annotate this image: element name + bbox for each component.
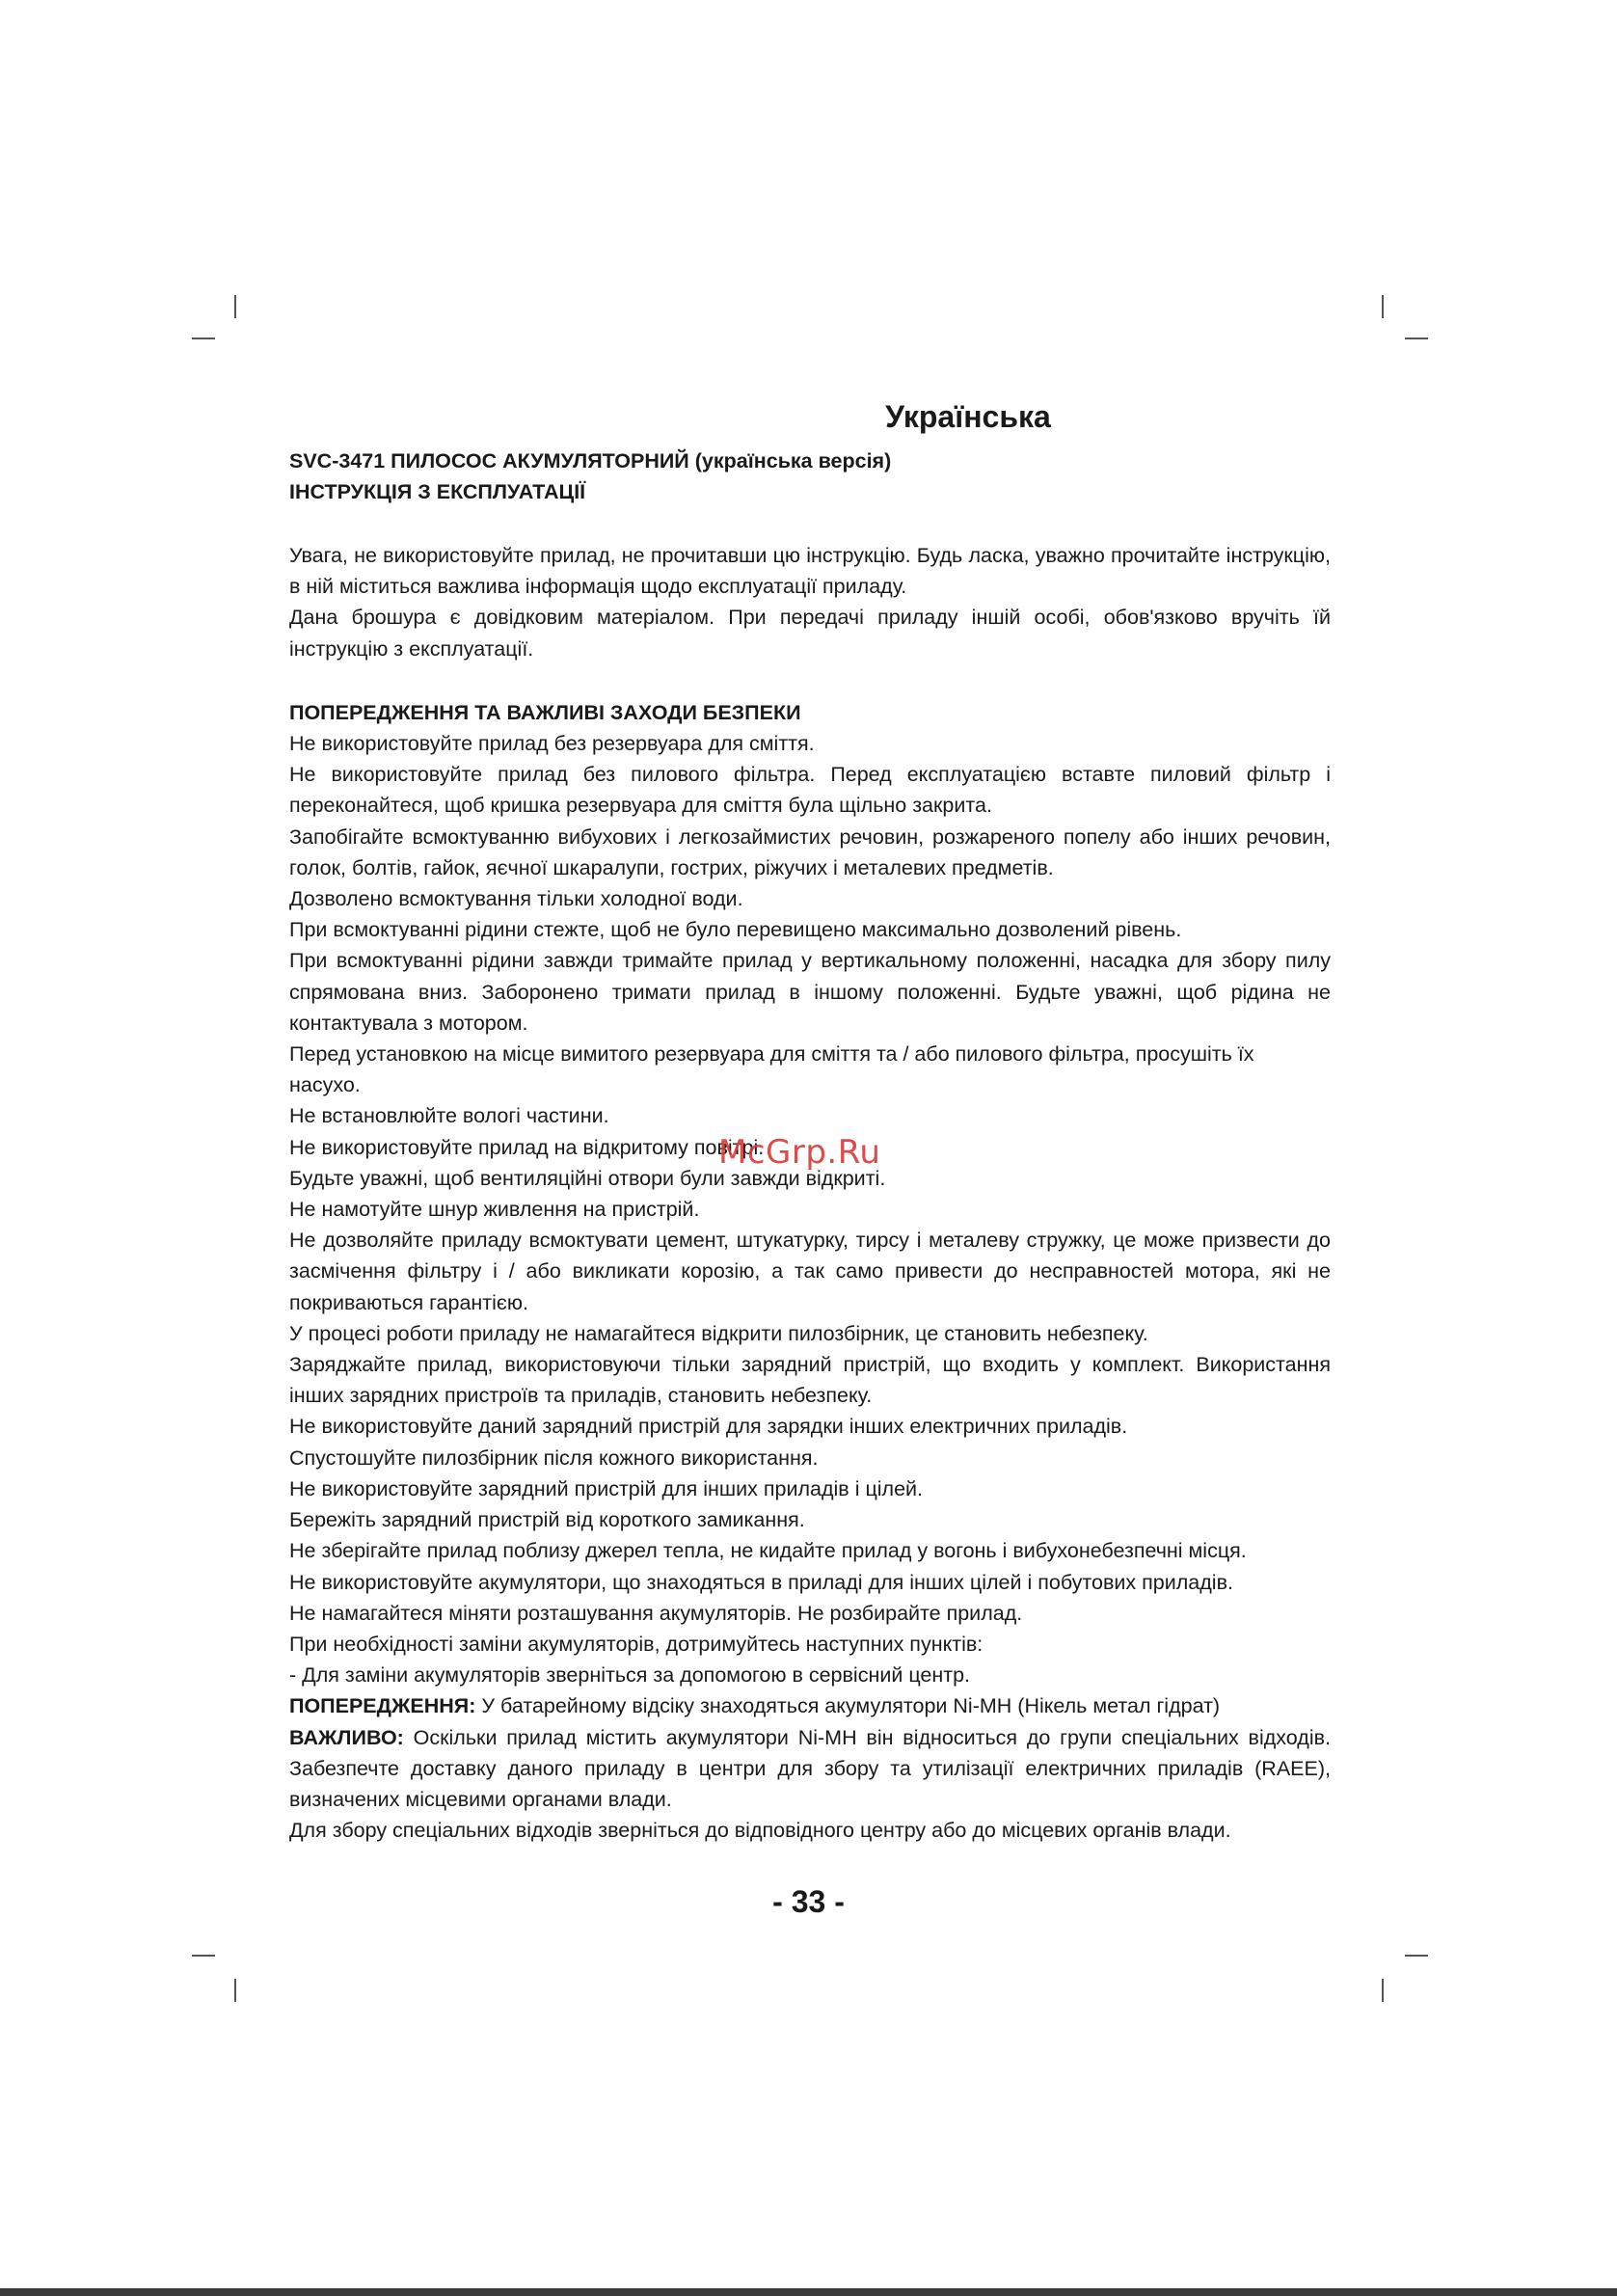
safety-item: При необхідності заміни акумуляторів, дотримуйтесь наступних пунктів: <box>289 1632 984 1656</box>
safety-item: Не використовуйте прилад без резервуара для сміття. <box>289 732 815 756</box>
important-text: Оскільки прилад містить акумулятори Ni-MH він відноситься до групи спеціальних відходів. Забезпечте доставку даного приладу в центри для збору та утилізації електричних приладів (RAEE), визначених місцевими органами влади. <box>289 1725 1331 1811</box>
warning-text: У батарейному відсіку знаходяться акумулятори Ni-MH (Нікель метал гідрат) <box>475 1694 1221 1718</box>
safety-item: Не використовуйте даний зарядний пристрій для зарядки інших електричних приладів. <box>289 1415 1128 1439</box>
safety-item: Заряджайте прилад, використовуючи тільки зарядний пристрій, що входить у комплект. Використання інших зарядних пристроїв та приладів, становить небезпеку. <box>289 1353 1331 1408</box>
safety-item: Перед установкою на місце вимитого резервуара для сміття та / або пилового фільтра, просушіть їх насухо. <box>289 1042 1254 1097</box>
safety-item: Не використовуйте прилад без пилового фільтра. Перед експлуатацією вставте пиловий фільтр і переконайтеся, щоб кришка резервуара для сміття була щільно закрита. <box>289 763 1331 818</box>
safety-list <box>289 728 1331 1846</box>
page-number: - 33 - <box>772 1884 845 1919</box>
crop-mark-bottom-right-vertical <box>1382 1979 1384 2002</box>
safety-item: При всмоктуванні рідини стежте, щоб не було перевищено максимально дозволений рівень. <box>289 918 1182 942</box>
safety-item: - Для заміни акумуляторів зверніться за допомогою в сервісний центр. <box>289 1663 971 1688</box>
intro-paragraph: Увага, не використовуйте прилад, не прочитавши цю інструкцію. Будь ласка, уважно прочитайте інструкцію, в ній міститься важлива інформація щодо експлуатації приладу. <box>289 544 1331 599</box>
safety-item: При всмоктуванні рідини завжди тримайте прилад у вертикальному положенні, насадка для збору пилу спрямована вниз. Заборонено тримати прилад в іншому положенні. Будьте уважні, щоб рідина не контактувала з мотором. <box>289 949 1331 1035</box>
crop-mark-top-left-horizontal <box>192 338 215 339</box>
crop-mark-top-right-horizontal <box>1405 338 1428 339</box>
safety-item: Не використовуйте акумулятори, що знаходяться в приладі для інших цілей і побутових приладів. <box>289 1570 1233 1594</box>
disposal-note: Для збору спеціальних відходів зверніться до відповідного центру або до місцевих органів влади. <box>289 1819 1231 1843</box>
intro-paragraph: Дана брошура є довідковим матеріалом. При передачі приладу іншій особі, обов'язково вручіть їй інструкцію з експлуатації. <box>289 606 1331 661</box>
crop-mark-bottom-left-vertical <box>234 1979 236 2002</box>
safety-item: Не використовуйте прилад на відкритому повітрі. <box>289 1135 765 1159</box>
safety-item: Не зберігайте прилад поблизу джерел тепла, не кидайте прилад у вогонь і вибухонебезпечні місця. <box>289 1539 1247 1563</box>
important-note <box>289 1722 1331 1816</box>
watermark: McGrp.Ru <box>718 1133 881 1172</box>
intro-section <box>289 540 1331 664</box>
page-content <box>289 397 1331 1846</box>
important-label: ВАЖЛИВО: <box>289 1725 404 1749</box>
model-title: SVC-3471 ПИЛОСОС АКУМУЛЯТОРНИЙ (українська версія) <box>289 449 892 473</box>
warning-label: ПОПЕРЕДЖЕННЯ: <box>289 1694 476 1718</box>
manual-title: ІНСТРУКЦІЯ З ЕКСПЛУАТАЦІЇ <box>289 480 586 503</box>
safety-item: Не намотуйте шнур живлення на пристрій. <box>289 1198 700 1222</box>
bottom-rule <box>0 2288 1617 2296</box>
language-title: Українська <box>885 399 1051 434</box>
safety-item: Спустошуйте пилозбірник після кожного використання. <box>289 1445 819 1470</box>
safety-item: Запобігайте всмоктуванню вибухових і легкозаймистих речовин, розжареного попелу або інших речовин, голок, болтів, гайок, яєчної шкаралупи, гострих, ріжучих і металевих предметів. <box>289 824 1331 879</box>
safety-item: Не встановлюйте вологі частини. <box>289 1104 609 1128</box>
safety-item: Не використовуйте зарядний пристрій для інших приладів і цілей. <box>289 1476 924 1500</box>
crop-mark-bottom-left-horizontal <box>192 1955 215 1957</box>
crop-mark-top-right-vertical <box>1382 295 1384 318</box>
warning-note <box>289 1690 1331 1721</box>
safety-item: Дозволено всмоктування тільки холодної води. <box>289 887 743 911</box>
safety-item: Не дозволяйте приладу всмоктувати цемент, штукатурку, тирсу і металеву стружку, це може призвести до засмічення фільтру і / або викликати корозію, а так само привести до несправностей мотора, які не покриваються гарантією. <box>289 1229 1331 1314</box>
crop-mark-top-left-vertical <box>234 295 236 318</box>
safety-item: Не намагайтеся міняти розташування акумуляторів. Не розбирайте прилад. <box>289 1601 1023 1625</box>
safety-item: Будьте уважні, щоб вентиляційні отвори були завжди відкриті. <box>289 1166 886 1190</box>
safety-item: У процесі роботи приладу не намагайтеся відкрити пилозбірник, це становить небезпеку. <box>289 1321 1148 1345</box>
safety-heading: ПОПЕРЕДЖЕННЯ ТА ВАЖЛИВІ ЗАХОДИ БЕЗПЕКИ <box>289 700 801 724</box>
crop-mark-bottom-right-horizontal <box>1405 1955 1428 1957</box>
safety-item: Бережіть зарядний пристрій від короткого замикання. <box>289 1508 805 1532</box>
